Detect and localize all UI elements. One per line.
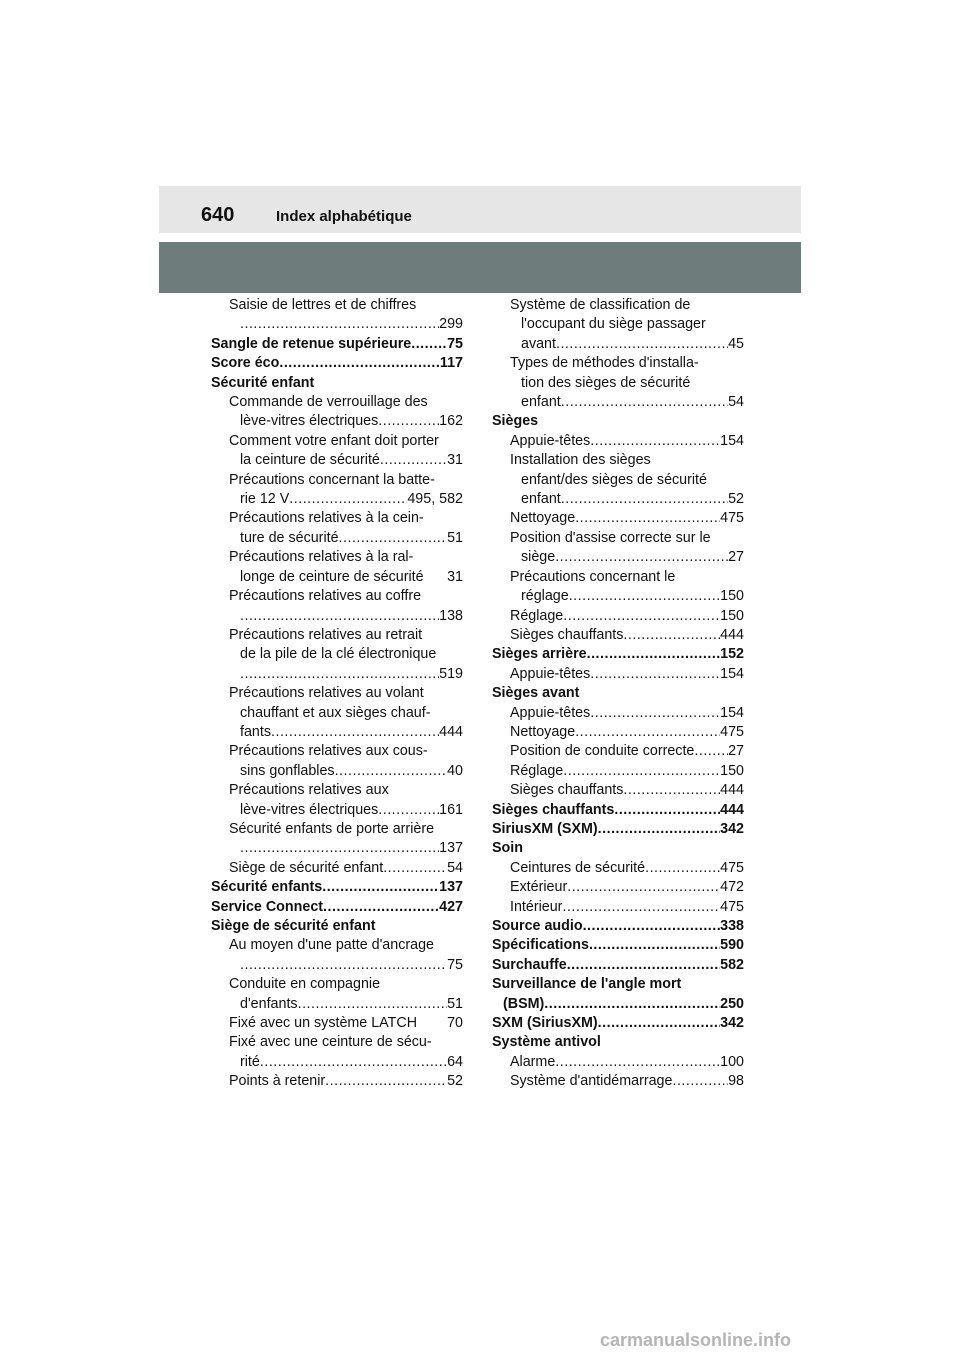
index-entry-page: 154 <box>720 665 744 682</box>
dot-leader <box>380 451 447 470</box>
index-entry-term: ture de sécurité <box>240 529 339 546</box>
dot-leader <box>563 607 720 626</box>
dot-leader <box>563 762 720 781</box>
index-entry <box>211 878 463 897</box>
index-entry-page: 75 <box>447 335 463 352</box>
index-entry: Précautions relatives au coffre <box>229 588 422 605</box>
dot-leader <box>623 781 720 800</box>
index-entry-term: d'enfants <box>240 995 298 1012</box>
dot-leader <box>561 490 728 509</box>
index-entry: Au moyen d'une patte d'ancrage <box>229 937 434 954</box>
index-entry-term: SiriusXM (SXM) <box>492 820 598 837</box>
dot-leader <box>694 742 728 761</box>
index-entry <box>492 645 744 664</box>
index-entry-page: 117 <box>439 355 463 372</box>
dot-leader <box>575 509 720 528</box>
index-entry: Surveillance de l'angle mort <box>492 976 682 993</box>
index-entry <box>211 1072 463 1091</box>
index-entry-page: 161 <box>439 801 463 818</box>
index-entry-page: 150 <box>720 607 744 624</box>
index-entry-page: 27 <box>728 549 744 566</box>
dot-leader <box>411 335 447 354</box>
index-entry-page: 51 <box>447 529 463 546</box>
index-entry <box>211 529 463 548</box>
index-entry: Précautions concernant le <box>510 568 676 585</box>
index-entry <box>492 490 744 509</box>
index-entry-term: Nettoyage <box>510 723 576 740</box>
index-entry-term: réglage <box>521 588 569 605</box>
dot-leader <box>271 723 439 742</box>
watermark: carmanualsonline.info <box>600 1330 792 1350</box>
index-entry-page: 137 <box>439 879 463 896</box>
index-entry <box>492 820 744 839</box>
index-entry-term: Appuie-têtes <box>510 432 591 449</box>
index-entry-term: Extérieur <box>510 879 568 896</box>
index-entry-page: 519 <box>439 665 463 682</box>
index-entry-term: rité <box>240 1053 260 1070</box>
index-entry <box>492 742 744 761</box>
dot-leader <box>240 839 439 858</box>
index-entry-page: 299 <box>439 316 463 333</box>
index-entry-term: Position de conduite correcte <box>510 743 695 760</box>
index-entry-term: siège <box>521 549 556 566</box>
index-entry-page: 444 <box>439 723 463 740</box>
index-entry-term: Sièges chauffants <box>510 626 624 643</box>
index-entry-page: 495, 582 <box>407 491 463 508</box>
index-entry <box>492 936 744 955</box>
dot-leader <box>623 626 720 645</box>
dot-leader <box>298 995 448 1014</box>
index-column-left <box>211 296 463 1092</box>
index-entry-page: 444 <box>720 626 744 643</box>
index-entry-term: Intérieur <box>510 898 563 915</box>
index-entry-page: 475 <box>720 859 744 876</box>
index-entry-page: 40 <box>447 762 463 779</box>
index-entry-page: 582 <box>720 956 744 973</box>
index-entry-term: Siège de sécurité enfant <box>229 859 384 876</box>
index-entry <box>211 490 463 509</box>
index-entry-page: 342 <box>720 1015 744 1032</box>
dot-leader <box>598 1014 720 1033</box>
index-entry <box>211 898 463 917</box>
index-entry <box>492 995 744 1014</box>
index-entry: Précautions relatives au volant <box>229 685 424 702</box>
dot-leader <box>587 645 721 664</box>
index-entry-page: 54 <box>447 859 463 876</box>
index-entry: Sièges avant <box>492 685 580 702</box>
index-entry <box>211 354 463 373</box>
index-entry-term: Système d'antidémarrage <box>510 1073 673 1090</box>
index-entry <box>211 1053 463 1072</box>
dot-leader <box>335 762 448 781</box>
index-entry-page: 51 <box>447 995 463 1012</box>
dot-leader <box>383 859 447 878</box>
dot-leader <box>240 607 439 626</box>
index-entry-page: 137 <box>439 840 463 857</box>
index-entry <box>492 898 744 917</box>
index-entry-term: la ceinture de sécurité <box>240 452 380 469</box>
dot-leader <box>562 898 720 917</box>
index-entry: Précautions relatives aux <box>229 782 389 799</box>
index-entry <box>211 412 463 431</box>
dot-leader <box>240 665 439 684</box>
index-entry-term: Sécurité enfants <box>211 879 323 896</box>
index-entry-term: rie 12 V <box>240 491 290 508</box>
index-entry <box>211 607 463 626</box>
index-entry <box>492 1072 744 1091</box>
index-entry <box>492 1053 744 1072</box>
index-entry-page: 475 <box>720 723 744 740</box>
dot-leader <box>279 354 440 373</box>
index-entry-page: 154 <box>720 432 744 449</box>
index-entry <box>211 956 463 975</box>
index-entry-page: 150 <box>720 588 744 605</box>
index-entry: Précautions relatives à la ral- <box>229 549 414 566</box>
dot-leader <box>614 801 720 820</box>
index-entry-page: 162 <box>439 413 463 430</box>
index-entry-term: Sièges chauffants <box>510 782 624 799</box>
section-tab-band <box>159 242 801 293</box>
index-entry <box>211 1014 463 1033</box>
index-entry-page: 27 <box>728 743 744 760</box>
index-entry <box>211 859 463 878</box>
dot-leader <box>240 956 447 975</box>
index-entry: Précautions concernant la batte- <box>229 471 435 488</box>
index-entry <box>492 393 744 412</box>
index-entry-term: Nettoyage <box>510 510 576 527</box>
dot-leader <box>567 878 720 897</box>
index-entry-page: 475 <box>720 510 744 527</box>
dot-leader <box>672 1072 728 1091</box>
index-entry-term: Service Connect <box>211 898 324 915</box>
dot-leader <box>590 432 720 451</box>
dot-leader <box>556 335 728 354</box>
index-entry-page: 54 <box>728 394 744 411</box>
dot-leader <box>567 956 720 975</box>
index-entry-term: Sangle de retenue supérieure <box>211 335 412 352</box>
index-entry-page: 427 <box>439 898 463 915</box>
index-entry-page: 52 <box>447 1073 463 1090</box>
index-column-right <box>492 296 744 1092</box>
index-entry <box>492 607 744 626</box>
dot-leader <box>339 529 448 548</box>
index-entry <box>492 878 744 897</box>
index-entry-term: enfant <box>521 394 561 411</box>
index-entry: Commande de verrouillage des <box>229 394 428 411</box>
index-entry-term: Ceintures de sécurité <box>510 859 646 876</box>
index-entry <box>492 956 744 975</box>
index-entry: Précautions relatives à la cein- <box>229 510 424 527</box>
dot-leader <box>323 898 439 917</box>
index-entry-term: fants <box>240 723 271 740</box>
index-entry <box>211 762 463 781</box>
index-entry-term: Spécifications <box>492 937 589 954</box>
index-entry: Sièges <box>492 413 539 430</box>
index-entry-term: Appuie-têtes <box>510 665 591 682</box>
index-entry <box>492 917 744 936</box>
dot-leader <box>590 665 720 684</box>
index-entry <box>211 839 463 858</box>
index-entry-page: 250 <box>720 995 744 1012</box>
index-entry <box>211 723 463 742</box>
index-entry: Saisie de lettres et de chiffres <box>229 297 417 313</box>
index-entry: tion des sièges de sécurité <box>521 374 691 391</box>
dot-leader <box>260 1053 447 1072</box>
index-entry: de la pile de la clé électronique <box>240 646 437 663</box>
index-entry <box>492 548 744 567</box>
index-entry: Installation des sièges <box>510 452 651 469</box>
index-entry <box>492 626 744 645</box>
index-entry-term: Sièges chauffants <box>492 801 615 818</box>
index-entry-term: Réglage <box>510 762 564 779</box>
index-entry <box>492 704 744 723</box>
index-entry-page: 475 <box>720 898 744 915</box>
index-entry <box>492 509 744 528</box>
index-entry-term: Source audio <box>492 918 583 934</box>
index-entry <box>492 723 744 742</box>
index-entry-page: 154 <box>720 704 744 721</box>
index-entry: l'occupant du siège passager <box>521 316 706 333</box>
dot-leader <box>590 704 720 723</box>
index-entry <box>492 432 744 451</box>
dot-leader <box>575 723 720 742</box>
index-entry-term: Points à retenir <box>229 1073 326 1090</box>
dot-leader <box>240 315 439 334</box>
header-band <box>159 186 801 233</box>
index-entry-page: 64 <box>447 1053 463 1070</box>
index-entry: Sécurité enfants de porte arrière <box>229 820 435 837</box>
index-entry: Siège de sécurité enfant <box>211 918 376 934</box>
index-entry-page: 31 <box>447 452 463 469</box>
dot-leader <box>555 548 728 567</box>
dot-leader <box>561 393 728 412</box>
index-entry <box>492 859 744 878</box>
dot-leader <box>378 801 439 820</box>
index-entry <box>211 801 463 820</box>
index-entry: Précautions relatives au retrait <box>229 626 423 643</box>
index-entry: Système de classification de <box>510 297 691 313</box>
dot-leader <box>645 859 720 878</box>
index-entry-page: 590 <box>720 937 744 954</box>
section-title: Index alphabétique <box>276 208 412 225</box>
index-entry-page: 472 <box>720 879 744 896</box>
index-entry: Sécurité enfant <box>211 374 315 391</box>
index-entry <box>492 1014 744 1033</box>
dot-leader <box>555 1053 720 1072</box>
dot-leader <box>325 1072 447 1091</box>
index-entry-page: 52 <box>728 491 744 508</box>
index-entry <box>211 451 463 470</box>
index-entry-term: Score éco <box>211 355 280 372</box>
index-entry-page: 152 <box>720 646 744 663</box>
dot-leader <box>589 936 720 955</box>
index-entry-page: 70 <box>447 1015 463 1032</box>
index-entry <box>211 315 463 334</box>
index-entry-term: lève-vitres électriques <box>240 413 379 430</box>
index-entry-page: 31 <box>447 568 463 585</box>
index-entry-term: SXM (SiriusXM) <box>492 1015 598 1032</box>
index-entry: Système antivol <box>492 1034 601 1051</box>
dot-leader <box>322 878 439 897</box>
index-entry <box>492 665 744 684</box>
index-entry-page: 444 <box>720 801 744 818</box>
index-entry <box>492 801 744 820</box>
index-entry-term: Réglage <box>510 607 564 624</box>
dot-leader <box>289 490 407 509</box>
index-entry: Position d'assise correcte sur le <box>510 529 711 546</box>
index-entry-page: 342 <box>720 820 744 837</box>
index-entry-term: Sièges arrière <box>492 646 587 663</box>
index-entry: chauffant et aux sièges chauf- <box>240 704 431 721</box>
index-entry-term: enfant <box>521 491 561 508</box>
index-entry <box>492 587 744 606</box>
index-entry: enfant/des sièges de sécurité <box>521 471 707 488</box>
index-entry: Comment votre enfant doit porter <box>229 432 439 449</box>
index-entry-page: 338 <box>720 918 744 934</box>
index-entry-term: Appuie-têtes <box>510 704 591 721</box>
index-entry <box>492 335 744 354</box>
index-entry-term: Surchauffe <box>492 956 567 973</box>
index-entry-page: 75 <box>447 956 463 973</box>
index-entry-term: sins gonflables <box>240 762 335 779</box>
index-entry: Soin <box>492 840 523 857</box>
index-entry-page: 150 <box>720 762 744 779</box>
dot-leader <box>378 412 439 431</box>
index-entry <box>492 762 744 781</box>
index-entry <box>211 995 463 1014</box>
index-entry: Précautions relatives aux cous- <box>229 743 428 760</box>
index-entry-page: 444 <box>720 782 744 799</box>
index-entry-term: lève-vitres électriques <box>240 801 379 818</box>
index-entry-term: (BSM) <box>503 995 545 1012</box>
index-entry-page: 138 <box>439 607 463 624</box>
dot-leader <box>598 820 720 839</box>
dot-leader <box>583 917 721 936</box>
index-entry-page: 45 <box>728 335 744 352</box>
index-entry <box>492 781 744 800</box>
index-entry-term: longe de ceinture de sécurité <box>240 568 424 585</box>
index-entry-term: Fixé avec un système LATCH <box>229 1015 418 1032</box>
index-entry-page: 100 <box>720 1053 744 1070</box>
index-entry <box>211 335 463 354</box>
page-number: 640 <box>201 204 235 226</box>
index-entry-term: avant <box>521 335 556 352</box>
index-entry-term: Alarme <box>510 1053 556 1070</box>
index-entry <box>211 665 463 684</box>
index-entry: Types de méthodes d'installa- <box>510 355 699 372</box>
index-entry-page: 98 <box>728 1073 744 1090</box>
dot-leader <box>544 995 720 1014</box>
index-entry: Fixé avec une ceinture de sécu- <box>229 1034 432 1051</box>
dot-leader <box>569 587 720 606</box>
index-entry: Conduite en compagnie <box>229 976 381 993</box>
index-entry <box>211 568 463 587</box>
